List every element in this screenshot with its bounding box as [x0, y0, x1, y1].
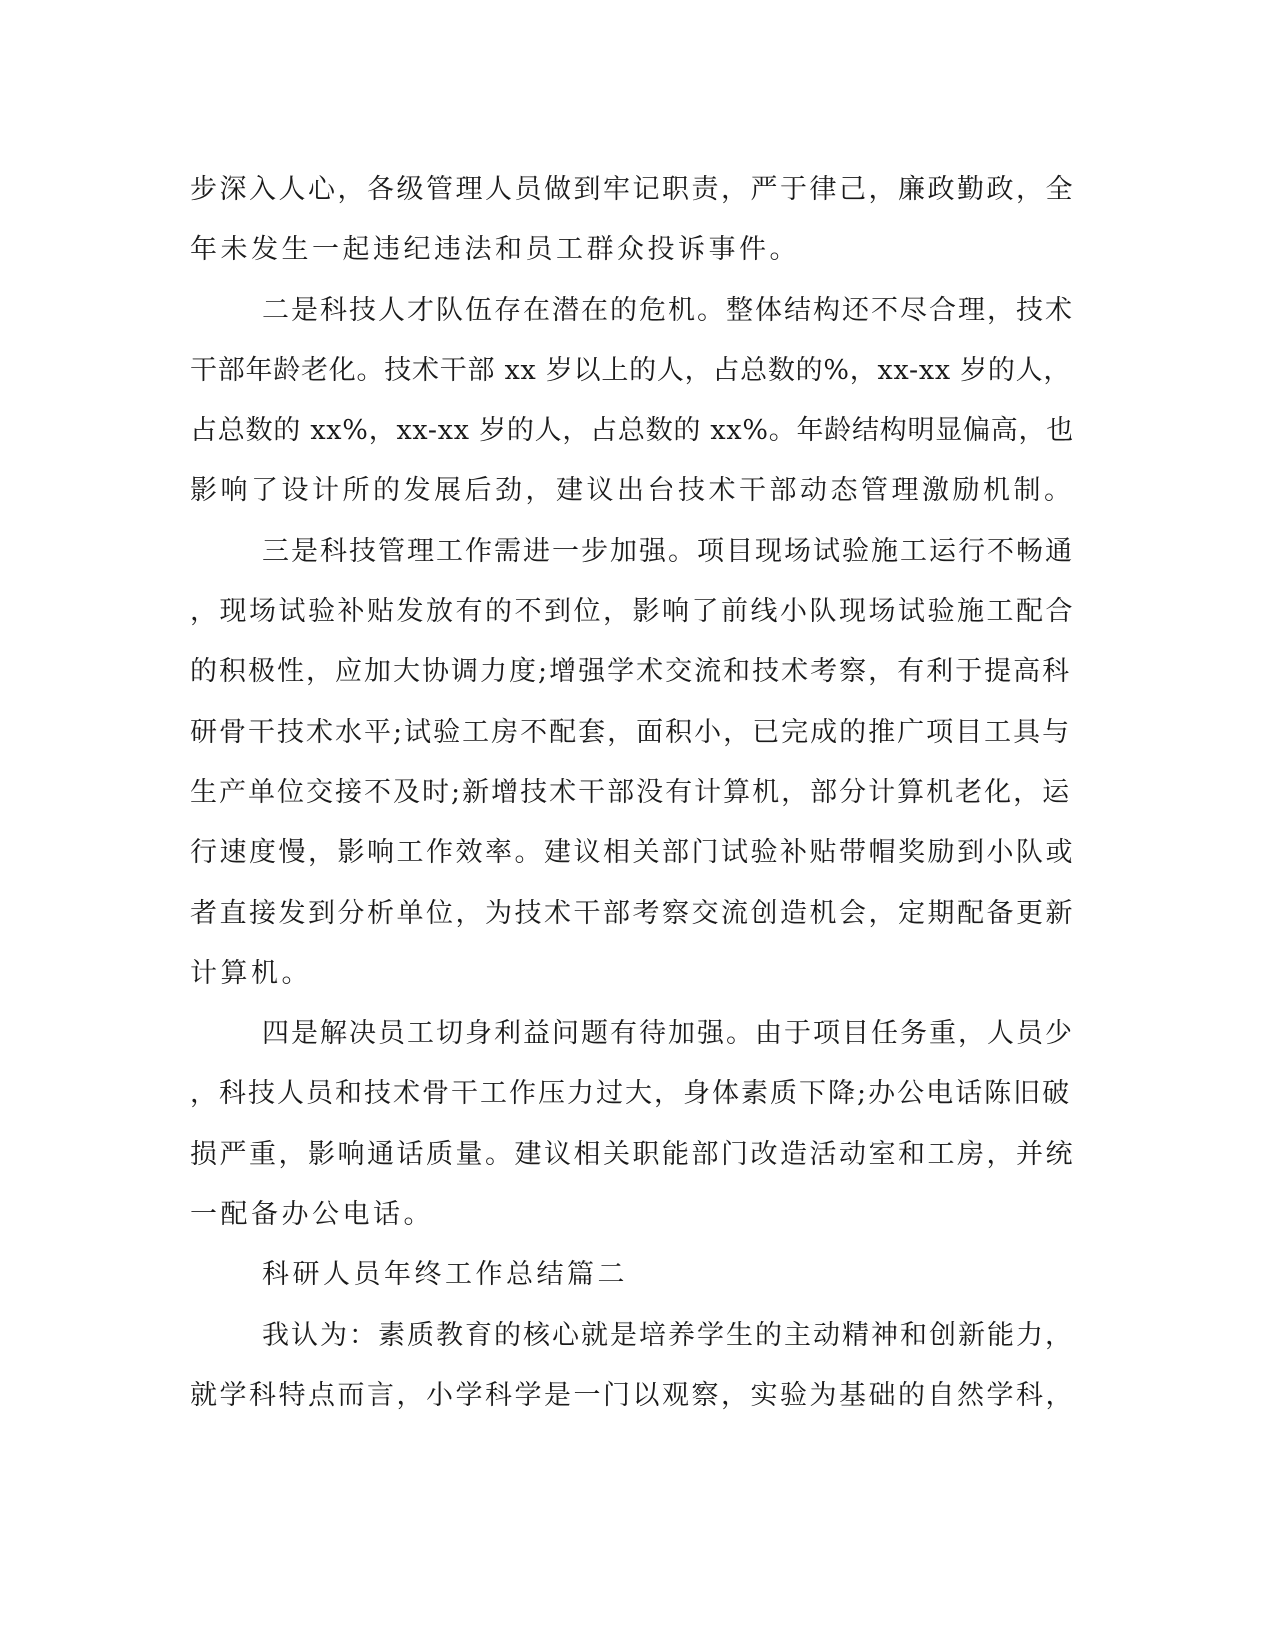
text-line: 行速度慢，影响工作效率。建议相关部门试验补贴带帽奖励到小队或	[190, 837, 1075, 869]
text-line: 三是科技管理工作需进一步加强。项目现场试验施工运行不畅通	[262, 535, 1074, 567]
text-line: 研骨干技术水平;试验工房不配套，面积小，已完成的推广项目工具与	[190, 716, 1072, 748]
text-line: 的积极性，应加大协调力度;增强学术交流和技术考察，有利于提高科	[190, 656, 1072, 688]
text-line: 年未发生一起违纪违法和员工群众投诉事件。	[190, 234, 800, 266]
document-body	[190, 160, 1075, 1426]
text-line: 就学科特点而言，小学科学是一门以观察，实验为基础的自然学科，	[190, 1379, 1075, 1411]
text-line: 生产单位交接不及时;新增技术干部没有计算机，部分计算机老化，运	[190, 776, 1072, 808]
text-line: 四是解决员工切身利益问题有待加强。由于项目任务重，人员少	[262, 1018, 1074, 1050]
text-line: 计算机。	[190, 957, 312, 989]
text-line: 科研人员年终工作总结篇二	[262, 1259, 628, 1291]
text-line: 占总数的 xx%，xx-xx 岁的人，占总数的 xx%。年龄结构明显偏高，也	[190, 415, 1075, 447]
text-line: 一配备办公电话。	[190, 1199, 434, 1231]
text-line: 步深入人心，各级管理人员做到牢记职责，严于律己，廉政勤政，全	[190, 174, 1075, 205]
text-line: 干部年龄老化。技术干部 xx 岁以上的人，占总数的%，xx-xx 岁的人，	[190, 354, 1072, 386]
text-line: 影响了设计所的发展后劲，建议出台技术干部动态管理激励机制。	[190, 475, 1075, 507]
text-line: 我认为：素质教育的核心就是培养学生的主动精神和创新能力，	[262, 1319, 1074, 1351]
text-line: 二是科技人才队伍存在潜在的危机。整体结构还不尽合理，技术	[262, 294, 1074, 326]
text-line: ，现场试验补贴发放有的不到位，影响了前线小队现场试验施工配合	[190, 596, 1075, 628]
text-line: 者直接发到分析单位，为技术干部考察交流创造机会，定期配备更新	[190, 897, 1075, 929]
text-line: ，科技人员和技术骨干工作压力过大，身体素质下降;办公电话陈旧破	[190, 1078, 1072, 1110]
text-line: 损严重，影响通话质量。建议相关职能部门改造活动室和工房，并统	[190, 1138, 1075, 1170]
